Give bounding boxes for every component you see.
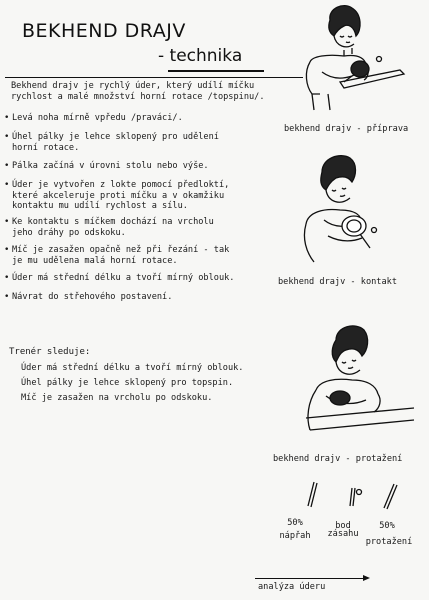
bullet-item xyxy=(4,132,219,153)
bullet-item xyxy=(4,273,234,284)
bullet-text: Míč je zasažen opačně než při řezání - tak xyxy=(12,245,230,255)
trainer-line: Míč je zasažen na vrcholu po odskoku. xyxy=(21,393,213,403)
player-preparation-illustration xyxy=(300,2,410,112)
bullet-text: horní rotace. xyxy=(12,142,80,153)
page-subtitle: - technika xyxy=(158,46,243,66)
trainer-line: Úder má střední délku a tvoří mírný oblouk. xyxy=(21,363,244,373)
phase-backswing-label: nápřah xyxy=(279,531,311,541)
phase-follow-through-label: protažení xyxy=(365,537,413,547)
bullet-text: Úhel pálky je lehce sklopený pro udělení xyxy=(12,132,219,142)
intro-line: rychlost a malé množství horní rotace /topspinu/. xyxy=(11,92,265,102)
analysis-arrow-line xyxy=(255,578,365,579)
phase-backswing-percent: 50% xyxy=(287,518,303,528)
trainer-line: Úhel pálky je lehce sklopený pro topspin. xyxy=(21,378,234,388)
caption-preparation: bekhend drajv - příprava xyxy=(284,124,409,134)
subtitle-underline xyxy=(168,70,264,72)
paddle-angle-diagram xyxy=(290,476,410,516)
bullet-text: je mu udělena malá horní rotace. xyxy=(12,255,178,266)
bullet-item xyxy=(4,180,229,212)
bullet-item xyxy=(4,161,209,172)
bullet-text: jeho dráhy po odskoku. xyxy=(12,227,126,238)
bullet-text: Úder je vytvořen z lokte pomocí předloktí, xyxy=(12,180,230,190)
bullet-text: které akceleruje proti míčku a v okamžiku xyxy=(12,190,225,201)
bullet-item xyxy=(4,245,229,266)
intro-line: Bekhend drajv je rychlý úder, který udílí míčku xyxy=(11,81,255,91)
bullet-item xyxy=(4,292,172,303)
caption-follow-through: bekhend drajv - protažení xyxy=(273,454,403,464)
bullet-text: Návrat do střehového postavení. xyxy=(12,292,173,302)
caption-contact: bekhend drajv - kontakt xyxy=(278,277,397,287)
phase-contact-label: zásahu xyxy=(327,529,359,539)
bullet-text: kontaktu mu udílí rychlost a sílu. xyxy=(12,201,188,211)
bullet-item xyxy=(4,113,183,124)
trainer-heading: Trenér sleduje: xyxy=(9,347,91,357)
page-title: BEKHEND DRAJV xyxy=(22,20,186,42)
intro-paragraph xyxy=(5,77,303,104)
bullet-text: Ke kontaktu s míčkem dochází na vrcholu xyxy=(12,217,214,227)
bullet-text: Úder má střední délku a tvoří mírný oblouk. xyxy=(12,273,235,283)
bullet-item xyxy=(4,217,214,238)
phase-follow-through-percent: 50% xyxy=(379,521,395,531)
phase-contact-label: bod xyxy=(335,521,351,531)
bullet-text: Pálka začíná v úrovni stolu nebo výše. xyxy=(12,161,209,171)
bullet-text: Levá noha mírně vpředu /praváci/. xyxy=(12,113,183,123)
player-contact-illustration xyxy=(300,150,410,270)
arrow-right-icon xyxy=(363,575,370,581)
player-follow-through-illustration xyxy=(296,322,416,442)
analysis-label: analýza úderu xyxy=(258,582,326,592)
